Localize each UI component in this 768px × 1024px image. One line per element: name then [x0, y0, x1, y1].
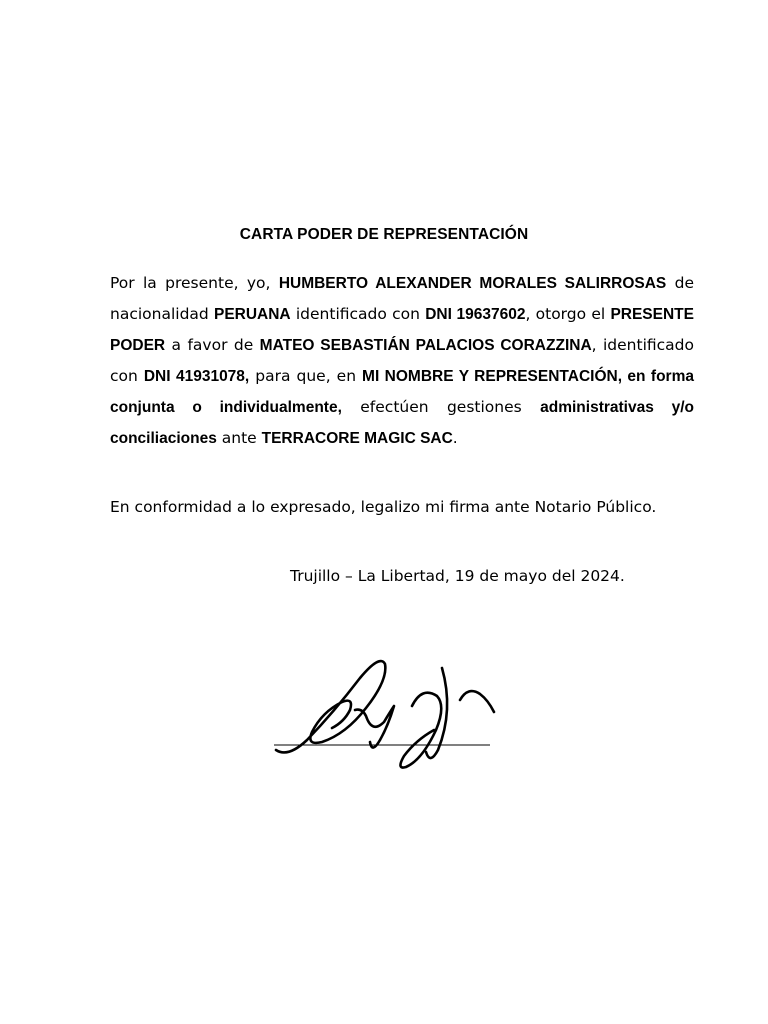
signature-stroke-y	[355, 706, 394, 748]
signature-stroke-tail	[460, 691, 494, 712]
company-name: TERRACORE MAGIC SAC	[261, 430, 453, 447]
signature-image	[262, 650, 512, 775]
power-label: PRESENTE PODER	[110, 306, 694, 354]
power-grant-paragraph	[110, 268, 694, 454]
text-segment: a favor de	[165, 336, 260, 354]
conformity-paragraph: En conformidad a lo expresado, legalizo mi firma ante Notario Público.	[110, 498, 657, 516]
nationality: PERUANA	[213, 306, 291, 323]
text-segment: efectúen gestiones	[341, 398, 541, 416]
grantor-dni: DNI 19637602	[425, 306, 526, 323]
text-segment: .	[452, 429, 458, 447]
text-segment: para que, en	[249, 367, 363, 385]
document-title: CARTA PODER DE REPRESENTACIÓN	[239, 226, 529, 243]
text-segment: ante	[216, 429, 262, 447]
text-segment: identificado con	[290, 305, 426, 323]
place-date: Trujillo – La Libertad, 19 de mayo del 2024.	[290, 567, 625, 585]
text-segment: , otorgo el	[525, 305, 611, 323]
text-segment: Por la presente, yo,	[110, 274, 279, 292]
scope-clause: administrativas y/o conciliaciones	[110, 399, 694, 447]
attorney-dni: DNI 41931078,	[143, 368, 250, 385]
text-segment: de nacionalidad	[110, 274, 694, 323]
grantor-name: HUMBERTO ALEXANDER MORALES SALIRROSAS	[278, 275, 667, 292]
text-segment: , identificado con	[110, 336, 694, 385]
signature-stroke-main	[276, 661, 385, 752]
representation-clause: MI NOMBRE Y REPRESENTACIÓN, en forma conjunta o individualmente,	[110, 368, 694, 416]
attorney-name: MATEO SEBASTIÁN PALACIOS CORAZZINA	[259, 337, 592, 354]
